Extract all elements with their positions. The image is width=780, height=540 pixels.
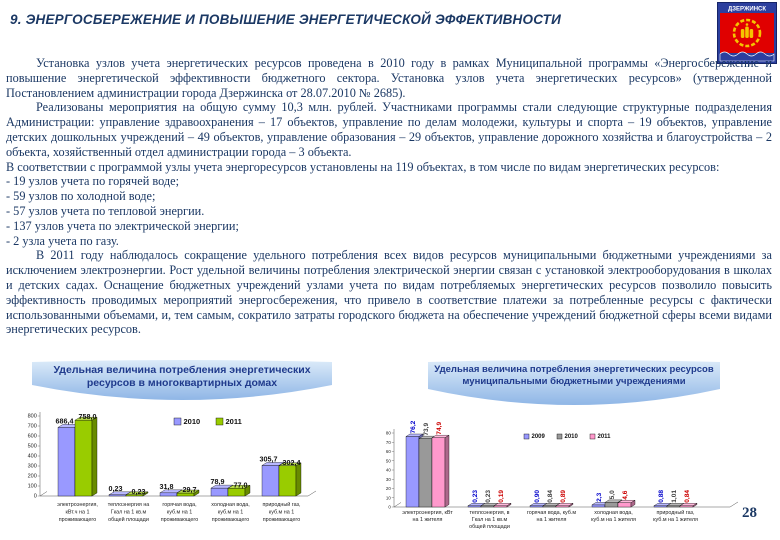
svg-text:теплоэнергия, в: теплоэнергия, в [469,510,510,516]
svg-text:природный газ,: природный газ, [262,502,301,508]
chart-right-title: Удельная величина потребления энергетических ресурсов муниципальными бюджетными учреждениями [434,364,714,387]
value-label: 4,6 [622,490,630,500]
y-tick-label: 400 [27,453,37,460]
svg-text:проживающего: проживающего [58,517,97,523]
y-tick-label: 800 [27,413,37,420]
value-label: 31,8 [159,481,174,491]
legend-entry: 2010 [564,434,578,441]
logo-city-name: ДЗЕРЖИНСК [727,6,767,13]
value-label: 76,2 [410,420,418,434]
svg-text:природный газ,: природный газ, [656,510,695,516]
y-tick-label: 40 [385,467,391,473]
value-label: 0,19 [498,489,506,503]
paragraph: - 137 узлов учета по электрической энергии; [6,218,239,233]
svg-text:холодная вода,: холодная вода, [594,510,633,516]
value-labels [410,420,691,502]
value-label: 1,01 [671,489,679,503]
chart-right-budget-institutions [358,396,772,540]
paragraph: - 57 узлов учета по тепловой энергии. [6,203,205,218]
svg-text:проживающего: проживающего [262,517,301,523]
y-tick-label: 30 [385,476,391,482]
body-text [6,56,772,337]
value-label: 0,88 [658,489,666,503]
y-tick-label: 500 [27,443,37,450]
legend-entry: 2011 [597,434,611,441]
value-label: 78,9 [210,477,225,487]
category-label [161,502,199,523]
legend-entry: 2010 [183,417,201,427]
page-title: 9. ЭНЕРГОСБЕРЕЖЕНИЕ И ПОВЫШЕНИЕ ЭНЕРГЕТИЧЕСКОЙ ЭФФЕКТИВНОСТИ [10,12,561,27]
value-label: 0,84 [684,489,692,503]
y-tick-label: 700 [27,423,37,430]
legend [524,434,611,440]
category-label [402,510,453,523]
y-tick-label: 0 [33,493,37,500]
paragraph: В соответствии с программой узлы учета энергоресурсов установлены на 119 объектах, в том числе по видам энергетических ресурсов: [6,159,720,174]
legend-entry: 2009 [531,434,545,441]
paragraph: - 59 узлов по холодной воде; [6,189,156,204]
value-label: 29,7 [182,485,197,495]
y-tick-label: 10 [385,495,391,501]
y-tick-label: 300 [27,463,37,470]
y-tick-label: 200 [27,473,37,480]
value-label: 0,23 [131,486,146,496]
category-label [262,501,301,523]
chart-left-title-banner [32,359,332,407]
page-number: 28 [742,505,757,521]
svg-text:куб.м на 1 жителя: куб.м на 1 жителя [653,517,698,523]
svg-text:холодная вода,: холодная вода, [211,502,250,508]
category-label [469,510,510,530]
svg-text:на 1 жителя: на 1 жителя [412,517,443,523]
bar [618,500,635,507]
paragraph: - 19 узлов учета по горячей воде; [6,174,179,189]
svg-text:куб.м на 1: куб.м на 1 [268,509,295,516]
svg-text:общей площади: общей площади [469,524,510,530]
value-label: 73,9 [423,422,431,436]
paragraph: - 2 узла учета по газу. [6,233,119,248]
value-label: 0,23 [485,489,493,503]
value-label: 686,4 [55,416,74,426]
y-tick-label: 50 [385,458,391,464]
value-label: 5,0 [609,490,617,500]
value-label: 0,23 [108,483,123,493]
city-emblem-logo [717,2,777,64]
svg-text:куб.м на 1 жителя: куб.м на 1 жителя [591,517,636,523]
bar [432,435,449,507]
svg-text:проживающего: проживающего [160,517,199,523]
value-label: 0,84 [547,489,555,503]
svg-text:на 1 жителя: на 1 жителя [536,517,567,523]
category-label [108,502,150,523]
value-label: 758,0 [78,412,97,422]
svg-text:теплоэнергия на: теплоэнергия на [107,502,150,508]
legend-entry: 2011 [225,417,242,427]
category-label [527,510,577,523]
chart-left-apartment-buildings [6,404,354,540]
bar [279,463,301,496]
y-tick-label: 60 [385,449,391,455]
y-tick-label: 600 [27,433,37,440]
y-tick-label: 80 [385,430,391,436]
chart-left-title: Удельная величина потребления энергетических ресурсов в многоквартирных домах [53,364,311,389]
y-tick-label: 0 [388,504,391,510]
value-label: 0,89 [560,489,568,503]
category-label [57,502,98,523]
svg-text:электроэнергия, кВт: электроэнергия, кВт [402,510,453,516]
svg-text:куб.м на 1: куб.м на 1 [166,509,193,516]
paragraph: Реализованы мероприятия на общую сумму 10,3 млн. рублей. Участниками программы стали следующие структурные подразделения Администрации: управление здравоохранения – 17 объектов, управление по делам молодежи, культуры и спорта – 19 объектов, управление детских дошкольных учреждений – 49 объектов, управление образования – 29 объектов, управление дорожного хозяйства и благоустройства – 2 объекта, хозяйственный отдел администрации города – 3 объекта. [6,100,772,159]
value-label: 2,3 [596,492,604,502]
svg-text:проживающего: проживающего [211,517,250,523]
y-tick-label: 100 [27,483,37,490]
y-tick-label: 70 [385,439,391,445]
value-label: 302,4 [282,457,301,467]
paragraph: Установка узлов учета энергетических ресурсов проведена в 2010 году в рамках Муниципальной программы «Энергосбережение и повышение энергетической эффективности бюджетного сектора. Установка узлов учета энергетических ресурсов» (утвержденной Постановлением администрации города Дзержинска от 28.07.2010 № 2685). [6,56,772,100]
paragraph: В 2011 году наблюдалось сокращение удельного потребления всех видов ресурсов муниципальными бюджетными учреждениями за исключением электроэнергии. Рост удельной величины потребления электрической энергии связан с установкой электрооборудования в школах и детских садах. Оснащение бюджетных учреждений узлами учета по видам потребляемых энергетических ресурсов позволило повысить эффективность проводимых мероприятий энергосбережения, что привело в соответствие платежи за потребленные ресурсы с фактически использованными объемами, и, тем самым, сократило затраты городского бюджета на обеспечение учреждений бюджетной сферы всеми видами энергетических ресурсов. [6,248,772,337]
category-label [591,510,636,523]
svg-text:горячая вода, куб.м: горячая вода, куб.м [526,510,577,516]
svg-text:горячая вода,: горячая вода, [162,502,197,508]
value-label: 305,7 [259,454,278,464]
value-label: 74,9 [436,421,444,435]
svg-text:общей площади: общей площади [108,517,149,523]
value-label: 77,0 [233,480,248,490]
svg-text:Гкал на 1 кв.м: Гкал на 1 кв.м [471,517,508,523]
value-label: 0,23 [472,489,480,503]
svg-text:Гкал на 1 кв.м: Гкал на 1 кв.м [110,509,147,516]
svg-text:куб.м на 1: куб.м на 1 [217,509,244,516]
svg-text:кВт.ч на 1: кВт.ч на 1 [65,509,90,516]
dzerzhinsk-coat-of-arms-icon [717,2,777,64]
svg-text:электроэнергия,: электроэнергия, [57,502,98,508]
y-tick-label: 20 [385,486,391,492]
category-label [653,509,698,523]
category-label [211,502,250,523]
bar [75,417,97,496]
value-label: 0,90 [534,489,542,503]
legend [174,417,242,426]
